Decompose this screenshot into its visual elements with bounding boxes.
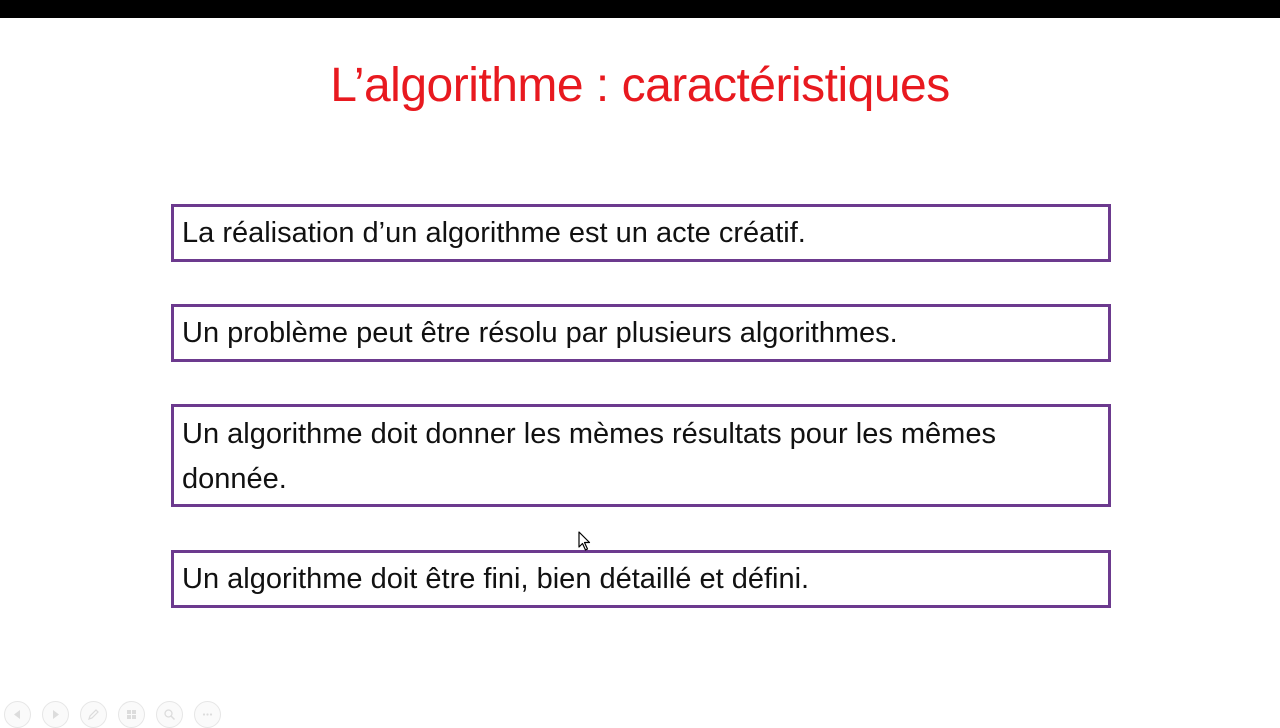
slides-grid-icon	[125, 708, 138, 721]
previous-arrow-icon	[11, 708, 24, 721]
pen-icon	[87, 708, 100, 721]
characteristic-box-3	[171, 404, 1111, 507]
zoom-button[interactable]	[156, 701, 183, 728]
see-all-slides-button[interactable]	[118, 701, 145, 728]
zoom-icon	[163, 708, 176, 721]
mouse-cursor-icon	[578, 531, 592, 551]
presentation-slide	[0, 18, 1280, 720]
top-black-bar	[0, 0, 1280, 18]
characteristic-text-1: La réalisation d’un algorithme est un acte créatif.	[182, 216, 806, 249]
previous-slide-button[interactable]	[4, 701, 31, 728]
next-arrow-icon	[49, 708, 62, 721]
presenter-toolbar	[4, 701, 221, 728]
characteristic-text-3: Un algorithme doit donner les mèmes résultats pour les mêmes donnée.	[182, 418, 996, 495]
more-options-button[interactable]	[194, 701, 221, 728]
characteristic-box-1	[171, 204, 1111, 262]
characteristic-box-4	[171, 550, 1111, 608]
characteristic-text-2: Un problème peut être résolu par plusieurs algorithmes.	[182, 316, 898, 349]
characteristic-box-2	[171, 304, 1111, 362]
slide-title: L’algorithme : caractéristiques	[330, 59, 950, 112]
characteristic-text-4: Un algorithme doit être fini, bien détaillé et défini.	[182, 562, 810, 595]
pen-tool-button[interactable]	[80, 701, 107, 728]
more-options-icon	[201, 708, 214, 721]
next-slide-button[interactable]	[42, 701, 69, 728]
